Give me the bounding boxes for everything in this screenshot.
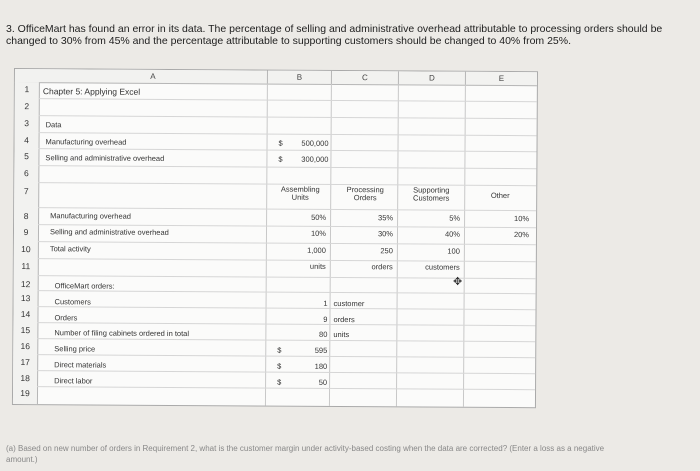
- row-number-19[interactable]: 19: [20, 388, 30, 399]
- row8-label[interactable]: Manufacturing overhead: [50, 211, 132, 221]
- row-number-16[interactable]: 16: [20, 341, 31, 352]
- direct-labor-label[interactable]: Direct labor: [54, 376, 93, 386]
- row8-supporting[interactable]: 5%: [449, 213, 461, 223]
- row-number-9[interactable]: 9: [23, 227, 29, 238]
- header-supporting-customers[interactable]: Supporting Customers: [413, 185, 450, 203]
- filing-cabinets-label[interactable]: Number of filing cabinets ordered in total: [54, 328, 190, 339]
- gridline: [37, 338, 535, 342]
- row11-customers[interactable]: customers: [425, 262, 460, 272]
- row8-other[interactable]: 10%: [514, 214, 530, 224]
- currency-symbol: $: [278, 154, 283, 164]
- row-number-18[interactable]: 18: [20, 373, 30, 384]
- currency-symbol: $: [277, 377, 282, 387]
- direct-materials-value[interactable]: 180: [314, 361, 328, 371]
- customers-value[interactable]: 1: [323, 298, 328, 308]
- orders-value[interactable]: 9: [323, 314, 328, 324]
- row10-assembling[interactable]: 1,000: [307, 245, 326, 255]
- row9-supporting[interactable]: 40%: [444, 229, 461, 239]
- direct-labor-value[interactable]: 50: [318, 377, 328, 387]
- column-header-b[interactable]: B: [268, 71, 332, 84]
- question-text: 3. OfficeMart has found an error in its data. The percentage of selling and administrative overhead attributable to processing orders should be changed to 30% from 45% and the percentage attributable to supporting customers should be changed to 40% from 25%.: [6, 23, 663, 47]
- currency-symbol: $: [278, 138, 283, 148]
- gridline: [38, 165, 536, 169]
- row10-supporting[interactable]: 100: [447, 246, 460, 256]
- column-header-c[interactable]: C: [332, 71, 399, 84]
- column-header-e[interactable]: E: [498, 73, 505, 83]
- row8-assembling[interactable]: 50%: [311, 212, 327, 222]
- gridline: [39, 98, 537, 102]
- header-assembling-units[interactable]: Assembling Units: [280, 184, 320, 202]
- filing-cabinets-value[interactable]: 80: [319, 329, 328, 339]
- gridline: [463, 85, 466, 407]
- row11-orders[interactable]: orders: [371, 262, 393, 272]
- gridline: [37, 370, 535, 374]
- row-number-13[interactable]: 13: [20, 293, 31, 304]
- sheet-title[interactable]: Chapter 5: Applying Excel: [42, 86, 141, 97]
- filing-cabinets-unit[interactable]: units: [333, 329, 350, 340]
- sga-label[interactable]: Selling and administrative overhead: [45, 153, 165, 163]
- row9-assembling[interactable]: 10%: [310, 228, 327, 238]
- row-number-6[interactable]: 6: [23, 168, 29, 179]
- row-number-4[interactable]: 4: [24, 135, 29, 146]
- gridline: [37, 386, 535, 390]
- row8-processing[interactable]: 35%: [378, 213, 394, 223]
- column-header-a[interactable]: A: [39, 69, 268, 83]
- orders-unit[interactable]: orders: [333, 314, 355, 325]
- row-number-11[interactable]: 11: [21, 261, 31, 272]
- header-processing-orders[interactable]: Processing Orders: [346, 185, 384, 203]
- gridline: [39, 132, 537, 136]
- row-number-1[interactable]: 1: [24, 84, 30, 95]
- sga-value[interactable]: 300,000: [301, 154, 329, 164]
- row9-other[interactable]: 20%: [513, 230, 530, 240]
- selling-price-label[interactable]: Selling price: [54, 344, 96, 354]
- spreadsheet: [12, 68, 538, 408]
- row-number-8[interactable]: 8: [23, 211, 29, 222]
- gridline: [265, 84, 268, 406]
- row10-label[interactable]: Total activity: [49, 244, 91, 254]
- row-number-14[interactable]: 14: [20, 309, 31, 320]
- row10-processing[interactable]: 250: [380, 246, 393, 256]
- customers-label[interactable]: Customers: [54, 297, 91, 307]
- row-number-3[interactable]: 3: [24, 118, 30, 129]
- question-part-a: (a) Based on new number of orders in Requirement 2, what is the customer margin under activity-based costing when the data are corrected? (Enter a loss as a negative amount.): [6, 444, 605, 464]
- gridline: [38, 290, 536, 294]
- row-number-17[interactable]: 17: [20, 357, 30, 368]
- row-number-15[interactable]: 15: [20, 325, 31, 336]
- gridline: [329, 84, 332, 406]
- currency-symbol: $: [277, 345, 282, 355]
- orders-label[interactable]: Orders: [54, 313, 78, 323]
- row-number-12[interactable]: 12: [20, 279, 31, 290]
- mfg-overhead-value[interactable]: 500,000: [301, 138, 329, 148]
- direct-materials-label[interactable]: Direct materials: [54, 360, 107, 370]
- officemart-orders-label[interactable]: OfficeMart orders:: [54, 281, 115, 291]
- row9-processing[interactable]: 30%: [377, 229, 394, 239]
- gridline: [38, 241, 536, 245]
- gridline: [37, 354, 535, 358]
- crosshair-cursor-icon: ✥: [453, 276, 463, 288]
- column-header-row: [15, 69, 537, 86]
- row11-units[interactable]: units: [309, 261, 326, 271]
- gridline: [39, 115, 537, 119]
- mfg-overhead-label[interactable]: Manufacturing overhead: [45, 137, 127, 147]
- row-number-2[interactable]: 2: [24, 101, 30, 112]
- row-number-10[interactable]: 10: [21, 244, 31, 255]
- row9-label[interactable]: Selling and administrative overhead: [49, 227, 169, 237]
- gridline: [396, 84, 399, 406]
- selling-price-value[interactable]: 595: [314, 345, 328, 355]
- row-number-7[interactable]: 7: [23, 186, 29, 197]
- data-label[interactable]: Data: [45, 120, 62, 130]
- row-number-5[interactable]: 5: [24, 151, 29, 162]
- currency-symbol: $: [277, 361, 282, 371]
- customers-unit[interactable]: customer: [333, 298, 365, 309]
- gridline: [39, 148, 537, 152]
- gridline: [38, 207, 536, 211]
- header-other[interactable]: Other: [490, 190, 510, 201]
- column-header-d[interactable]: D: [399, 71, 466, 84]
